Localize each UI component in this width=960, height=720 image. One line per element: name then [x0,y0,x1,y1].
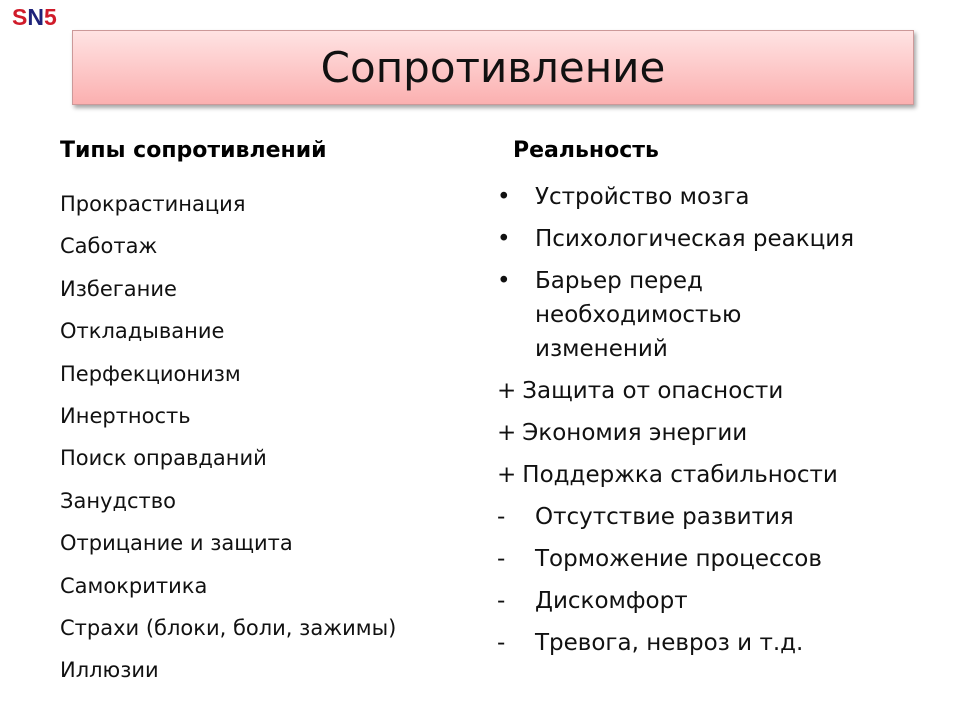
right-header: Реальность [513,138,659,163]
logo-n: N [27,4,44,30]
logo-s: S [12,4,28,30]
resistance-type-item: Саботаж [60,234,158,259]
list-marker: - [497,630,506,656]
reality-item [497,264,937,366]
list-marker: • [497,268,511,294]
reality-item [497,374,937,408]
resistance-type-item: Поиск оправданий [60,446,267,471]
list-marker: - [497,504,506,530]
list-marker: - [497,588,506,614]
reality-item [497,542,937,576]
reality-item-text: Экономия энергии [522,420,748,446]
reality-item [497,458,937,492]
reality-item [497,222,937,256]
reality-item-text: Отсутствие развития [535,504,794,530]
list-marker: + [497,462,517,488]
reality-item-text: Тревога, невроз и т.д. [535,630,804,656]
list-marker: - [497,546,506,572]
reality-item-text: Устройство мозга [535,184,750,210]
reality-item-text: Поддержка стабильности [522,462,838,488]
reality-item-text: Барьер перед необходимостью изменений [535,268,742,362]
reality-item [497,500,937,534]
reality-list [497,180,937,668]
left-header: Типы сопротивлений [60,138,327,163]
list-marker: • [497,226,511,252]
slide-title: Сопротивление [320,43,666,92]
reality-item [497,416,937,450]
reality-item [497,180,937,214]
resistance-type-item: Прокрастинация [60,192,246,216]
reality-item [497,584,937,618]
logo-5: 5 [43,4,57,30]
sn5-logo [12,4,57,31]
resistance-types-list [60,183,396,692]
reality-item [497,626,937,660]
resistance-type-item: Самокритика [60,573,208,598]
resistance-type-item: Страхи (блоки, боли, зажимы) [60,616,397,641]
resistance-type-item: Избегание [60,276,177,301]
list-marker: • [497,184,511,210]
resistance-type-item: Инертность [60,404,191,429]
reality-item-text: Дискомфорт [535,588,688,614]
list-marker: + [497,420,517,446]
resistance-type-item: Занудство [60,488,177,513]
reality-item-text: Торможение процессов [535,546,822,572]
resistance-type-item: Перфекционизм [60,361,241,386]
reality-item-text: Защита от опасности [522,378,784,404]
title-box [72,30,914,105]
resistance-type-item: Отрицание и защита [60,531,293,556]
reality-item-text: Психологическая реакция [535,226,855,252]
list-marker: + [497,378,517,404]
resistance-type-item: Откладывание [60,319,225,344]
resistance-type-item: Иллюзии [60,658,159,683]
